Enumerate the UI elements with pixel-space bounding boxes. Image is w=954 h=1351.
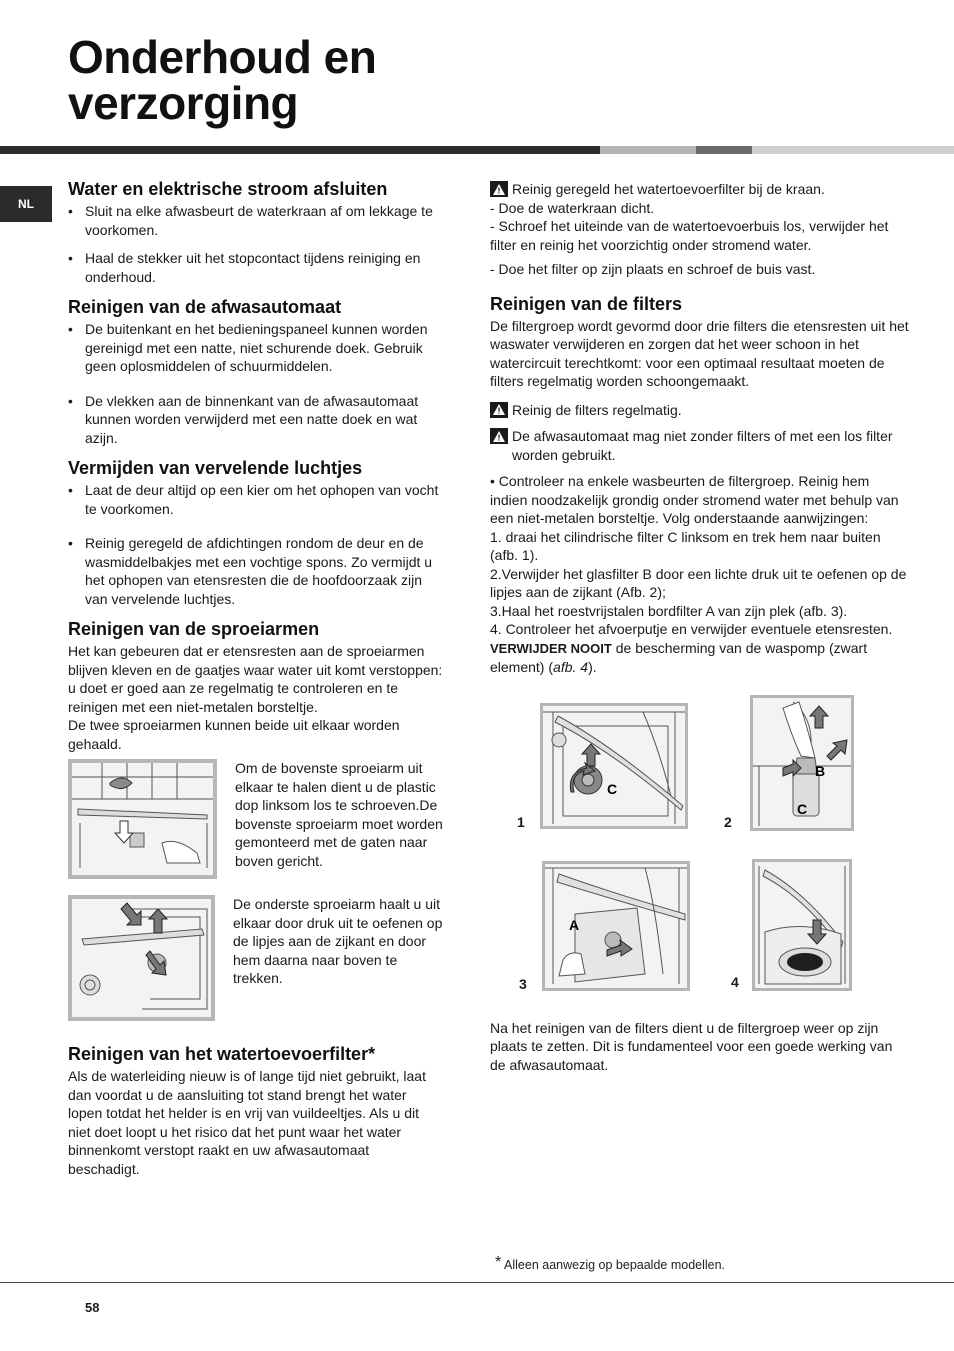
- instruction-line: - Doe het filter op zijn plaats en schroef de buis vast.: [490, 261, 816, 277]
- paragraph: Na het reinigen van de filters dient u de filtergroep weer op zijn plaats te zetten. Dit is fundamenteel voor een goede werking van de afwasautomaat.: [490, 1019, 893, 1073]
- figure-number: 3: [519, 975, 527, 992]
- step: 1. draai het cilindrische filter C linksom en trek hem naar buiten (afb. 1).: [490, 528, 881, 563]
- paragraph: Als de waterleiding nieuw is of lange tijd niet gebruikt, laat dan voordat u de aansluiting tot stand brengt het water lopen totdat het helder is en vrij van vuildeeltjes. Als u dit niet doet loopt u het risico dat het punt waar het water binnenkomt verstopt raakt en uw afwasautomaat beschadigt.: [68, 1068, 426, 1177]
- page-title: Onderhoud en verzorging: [68, 31, 377, 129]
- section-luchtjes: [68, 457, 443, 608]
- step-figure-ref: afb. 4: [553, 659, 589, 675]
- paragraph: Het kan gebeuren dat er etensresten aan de sproeiarmen blijven kleven en de gaatjes waar water uit komt verstoppen: u doet er goed aan ze regelmatig te controleren en te reinigen met een niet-metalen borsteltje.: [68, 643, 443, 715]
- section-watertoevoerfilter: [68, 1043, 443, 1178]
- right-column: [490, 180, 910, 1074]
- step-text: ).: [588, 659, 597, 675]
- bullet-list: [68, 481, 443, 608]
- list-item: • De vlekken aan de binnenkant van de afwasautomaat kunnen worden verwijderd met een natte doek en wat azijn.: [68, 392, 443, 448]
- header-bar-mid: [696, 146, 752, 154]
- section-heading: Reinigen van de sproeiarmen: [68, 619, 320, 639]
- list-item: • Haal de stekker uit het stopcontact tijdens reiniging en onderhoud.: [68, 249, 443, 286]
- filter-b-illustration: [753, 698, 851, 828]
- warning-text: De afwasautomaat mag niet zonder filters of met een los filter worden gebruikt.: [512, 428, 893, 463]
- step-text: 4. Controleer het afvoerputje en verwijder eventuele etensresten.: [490, 621, 893, 637]
- filter-figure-3: [542, 861, 690, 991]
- paragraph: • Controleer na enkele wasbeurten de filtergroep. Reinig hem indien noodzakelijk grondig onder stromend water met behulp van een niet-metalen borsteltje. Volg onderstaande aanwijzingen:: [490, 473, 899, 526]
- footnote-mark: *: [495, 1254, 502, 1271]
- instruction-line: - Schroef het uiteinde van de watertoevoerbuis los, verwijder het filter en reinig het voorzichtig onder stromend water.: [490, 218, 889, 253]
- drain-pump-illustration: [755, 862, 849, 988]
- upper-spray-arm-caption: Om de bovenste sproeiarm uit elkaar te halen dient u de plastic dop linksom los te schroeven.De bovenste sproeiarm moet worden gemonteerd met de gaten naar boven gericht.: [235, 760, 443, 869]
- header-bar-dark: [0, 146, 600, 154]
- header-bar-pale: [752, 146, 954, 154]
- step: 3.Haal het roestvrijstalen bordfilter A van zijn plek (afb. 3).: [490, 602, 848, 619]
- warning-note: [490, 180, 910, 199]
- warning-text: Reinig geregeld het watertoevoerfilter bij de kraan.: [512, 181, 825, 197]
- warning-triangle-icon: [490, 181, 508, 197]
- filter-figure-4: [752, 859, 852, 991]
- paragraph: De twee sproeiarmen kunnen beide uit elkaar worden gehaald.: [68, 717, 400, 752]
- section-heading: Reinigen van de filters: [490, 293, 683, 314]
- filter-figures: [490, 695, 910, 995]
- page-number: 58: [85, 1300, 100, 1315]
- language-tab: NL: [0, 186, 52, 222]
- step: [490, 620, 910, 677]
- section-afwasautomaat: [68, 296, 443, 447]
- upper-spray-arm-figure: [68, 759, 217, 879]
- lower-spray-arm-caption: De onderste sproeiarm haalt u uit elkaar door druk uit te oefenen op de lipjes aan de zijkant en door hem daarna naar boven te trekken.: [233, 896, 443, 986]
- figure-label-c: C: [797, 800, 808, 817]
- paragraph: De filtergroep wordt gevormd door drie filters die etensresten uit het waswater verwijderen en zorgen dat het weer schoon in het watercircuit terechtkomt: voor een optimaal resultaat moeten de filters regelmatig worden schoongemaakt.: [490, 317, 909, 389]
- instruction-line: - Doe de waterkraan dicht.: [490, 199, 655, 216]
- figure-row-upper-arm: [68, 759, 443, 879]
- filter-c-illustration: [543, 706, 685, 826]
- footer-divider: [0, 1282, 954, 1283]
- section-heading: Vermijden van vervelende luchtjes: [68, 458, 363, 478]
- figure-label-a: A: [569, 916, 580, 933]
- figure-number: 4: [731, 973, 739, 990]
- filter-figure-1: [540, 703, 688, 829]
- step-text: de bescherming van de waspomp (zwart element) (: [490, 639, 868, 675]
- figure-number: 2: [724, 813, 732, 830]
- section-sproeiarmen: [68, 618, 443, 1021]
- footnote-text: Alleen aanwezig op bepaalde modellen.: [504, 1258, 726, 1272]
- step-warning: VERWIJDER NOOIT: [490, 640, 612, 656]
- bullet-list: [68, 202, 443, 286]
- section-heading: Reinigen van het watertoevoerfilter*: [68, 1044, 376, 1064]
- warning-triangle-icon: [490, 428, 508, 444]
- footnote: [495, 1254, 725, 1272]
- figure-label-b: B: [815, 762, 826, 779]
- list-item: • Laat de deur altijd op een kier om het ophopen van vocht te voorkomen.: [68, 481, 443, 518]
- bullet-list: [68, 320, 443, 447]
- upper-spray-arm-illustration: [72, 763, 213, 875]
- warning-text: Reinig de filters regelmatig.: [512, 401, 682, 418]
- header-bar-light: [600, 146, 696, 154]
- list-item: • Sluit na elke afwasbeurt de waterkraan af om lekkage te voorkomen.: [68, 202, 443, 239]
- section-heading: Water en elektrische stroom afsluiten: [68, 179, 388, 199]
- section-water-stroom: [68, 178, 443, 286]
- left-column: [68, 178, 443, 1188]
- warning-note: [490, 427, 910, 464]
- lower-spray-arm-figure: [68, 895, 215, 1021]
- figure-row-lower-arm: [68, 895, 443, 1021]
- warning-triangle-icon: [490, 402, 508, 418]
- list-item: • Reinig geregeld de afdichtingen rondom de deur en de wasmiddelbakjes met een vochtige spons. Zo vermijdt u het ophopen van etensresten die de hoofdoorzaak zijn van vervelende luchtjes.: [68, 534, 443, 608]
- filter-a-illustration: [545, 864, 687, 988]
- list-item: • De buitenkant en het bedieningspaneel kunnen worden gereinigd met een natte, niet schurende doek. Gebruik geen oplosmiddelen of schuurmiddelen.: [68, 320, 443, 376]
- lower-spray-arm-illustration: [72, 899, 211, 1017]
- figure-label-c: C: [607, 780, 618, 797]
- warning-note: [490, 401, 910, 420]
- filter-figure-2: [750, 695, 854, 831]
- section-heading: Reinigen van de afwasautomaat: [68, 297, 342, 317]
- step: 2.Verwijder het glasfilter B door een lichte druk uit te oefenen op de lipjes aan de zijkant (Afb. 2);: [490, 565, 907, 600]
- figure-number: 1: [517, 813, 525, 830]
